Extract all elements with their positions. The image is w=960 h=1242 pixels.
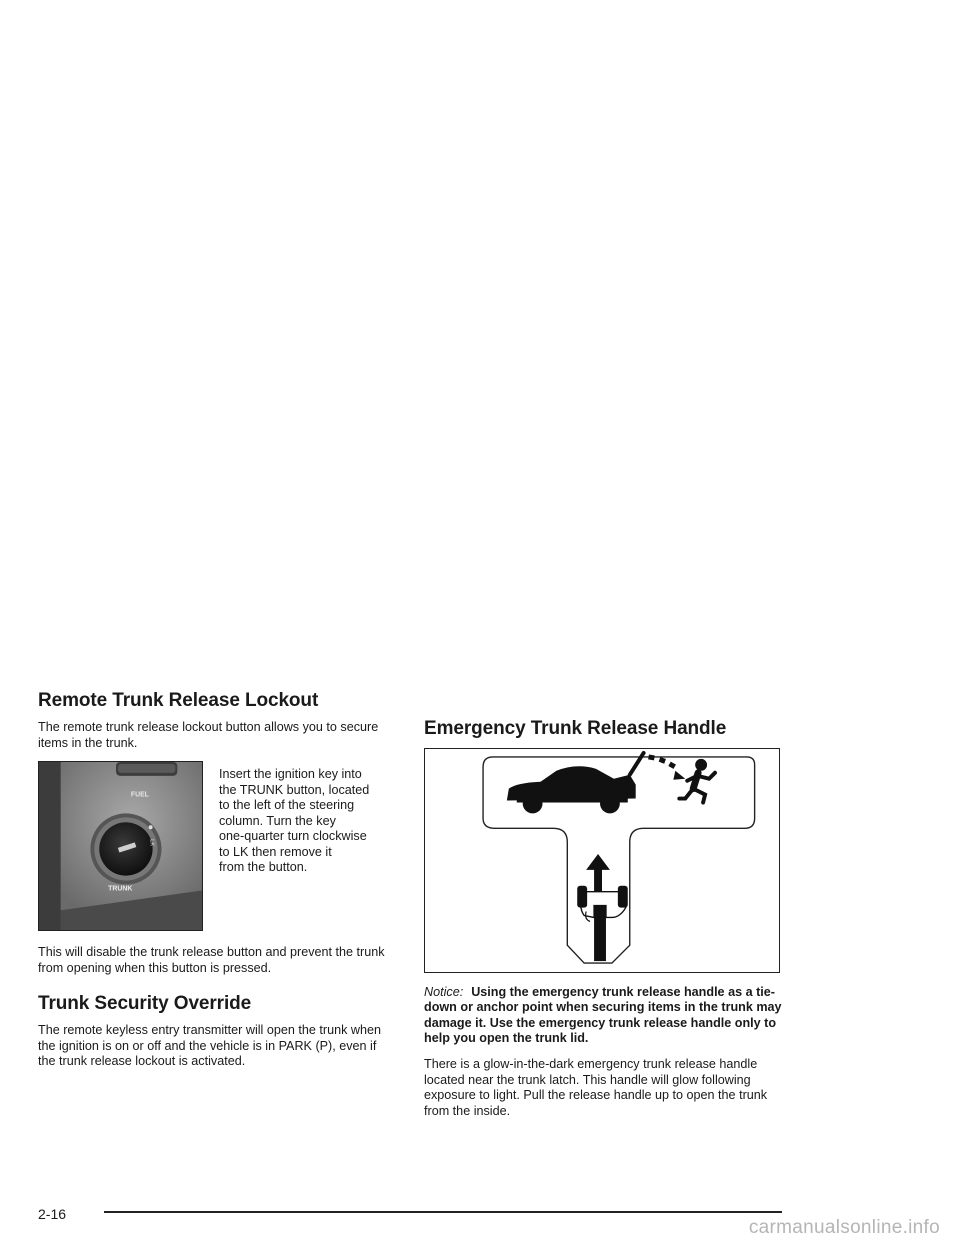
photo-fuel-label: FUEL: [130, 792, 149, 800]
override-paragraph: The remote keyless entry transmitter will open the trunk when the ignition is on or off and the vehicle is in PARK (P), even if the trunk release lockout is activated.: [38, 1022, 381, 1069]
override-heading: Trunk Security Override: [38, 993, 252, 1015]
notice-text: Using the emergency trunk release handle as a tie-down or anchor point when securing items in the trunk may damage it. Use the emergency trunk release handle only to help you open the trunk lid.: [424, 984, 782, 1046]
running-person-icon: [679, 759, 715, 803]
photo-lk-label: LK: [148, 839, 155, 847]
site-watermark: carmanualsonline.info: [748, 1217, 940, 1238]
lockout-intro: The remote trunk release lockout button allows you to secure items in the trunk.: [38, 719, 379, 750]
hand-grip-icon: [577, 886, 628, 961]
footer-rule: [104, 1211, 782, 1213]
insert-key-instructions: Insert the ignition key into the TRUNK button, located to the left of the steering column. Turn the key one-quarter turn clockwise to LK then remove it from the button.: [219, 767, 370, 875]
notice-label: Notice:: [424, 984, 464, 999]
page-number: 2-16: [38, 1206, 67, 1222]
photo-trunk-label: TRUNK: [108, 885, 133, 893]
glow-handle-paragraph: There is a glow-in-the-dark emergency trunk release handle located near the trunk latch. This handle will glow following exposure to light. Pull the release handle up to open the trunk from the inside.: [424, 1056, 768, 1119]
disable-paragraph: This will disable the trunk release button and prevent the trunk from opening when this button is pressed.: [38, 945, 385, 976]
handle-heading: Emergency Trunk Release Handle: [424, 718, 727, 739]
lockout-heading: Remote Trunk Release Lockout: [38, 690, 319, 711]
lockout-photo-row: [38, 761, 396, 931]
motion-dots-icon: [648, 754, 685, 779]
trunk-lockout-photo: [38, 761, 203, 931]
right-column: [424, 690, 782, 1130]
trunk-release-handle-figure: [424, 748, 780, 973]
pull-up-arrow-icon: [586, 854, 610, 894]
left-column: [38, 690, 396, 1080]
notice-block: [424, 985, 782, 1047]
car-silhouette-icon: [507, 753, 644, 813]
